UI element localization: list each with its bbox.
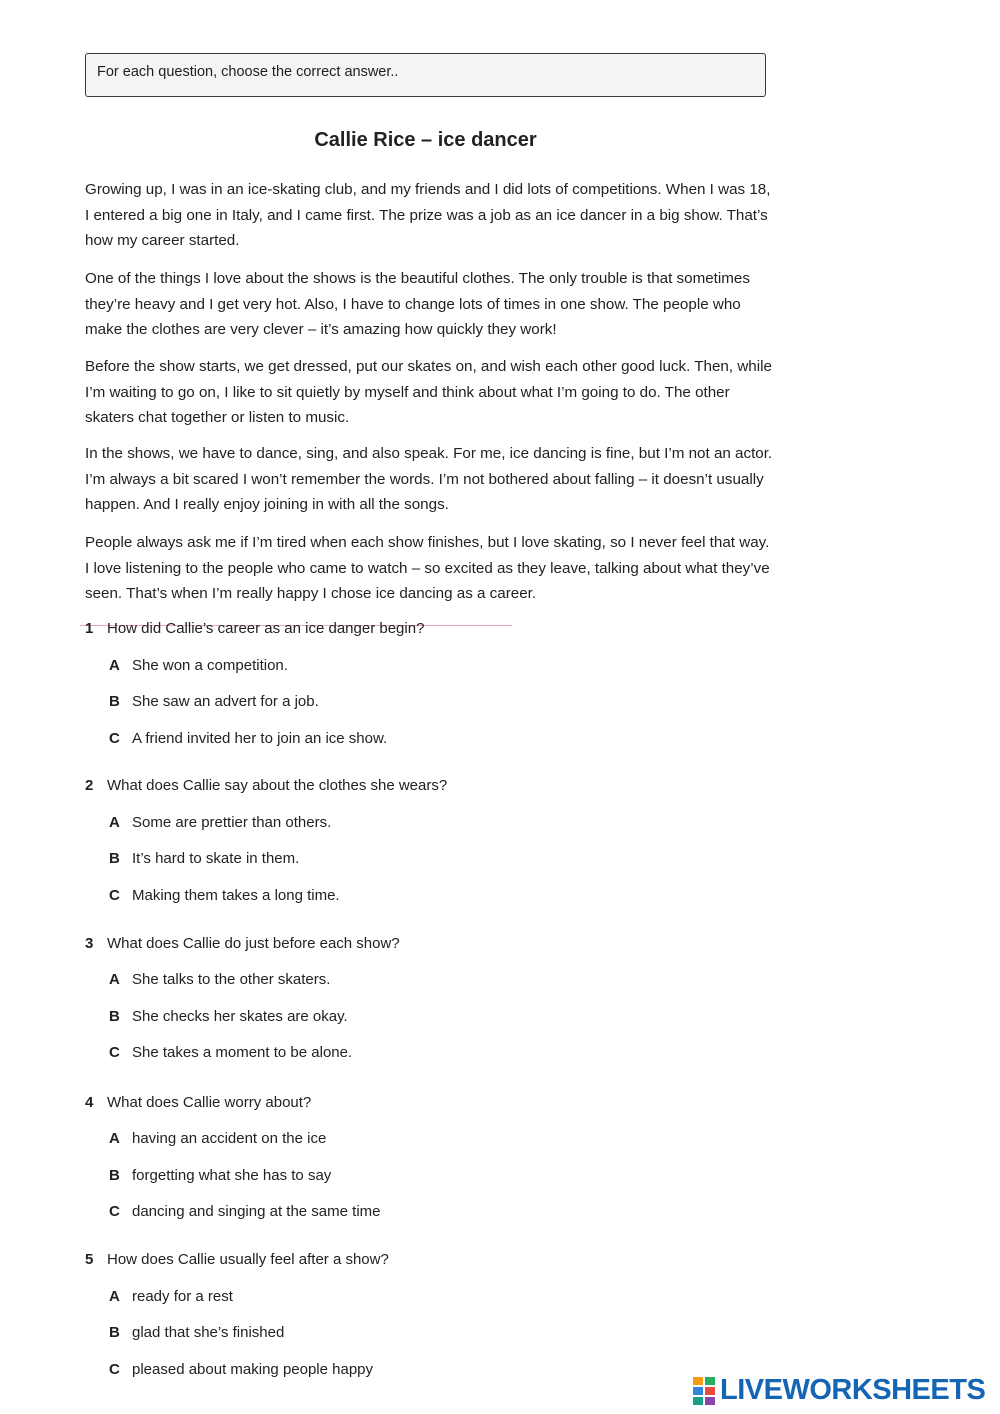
question-3: [85, 935, 400, 952]
question-5: [85, 1251, 389, 1268]
question-5-option-a[interactable]: [109, 1288, 233, 1305]
option-text: It’s hard to skate in them.: [132, 850, 300, 867]
option-letter: A: [109, 1130, 120, 1147]
option-letter: A: [109, 971, 120, 988]
option-text: She takes a moment to be alone.: [132, 1044, 353, 1061]
question-text: What does Callie worry about?: [107, 1094, 312, 1111]
question-2-option-b[interactable]: [109, 850, 299, 867]
option-text: ready for a rest: [132, 1288, 233, 1305]
option-text: Making them takes a long time.: [132, 887, 340, 904]
question-3-option-a[interactable]: [109, 971, 330, 988]
option-text: She saw an advert for a job.: [132, 693, 319, 710]
option-letter: A: [109, 1288, 120, 1305]
option-letter: B: [109, 1167, 120, 1184]
option-text: dancing and singing at the same time: [132, 1203, 381, 1220]
question-2-option-a[interactable]: [109, 814, 331, 831]
question-text: What does Callie do just before each show?: [107, 935, 400, 952]
question-2: [85, 777, 447, 794]
article-paragraph: One of the things I love about the shows is the beautiful clothes. The only trouble is that sometimes they’re heavy and I get very hot. Also, I have to change lots of times in one show. The people who make the clothes are very clever – it’s amazing how quickly they work!: [85, 270, 750, 338]
option-letter: C: [109, 887, 120, 904]
option-letter: B: [109, 1008, 120, 1025]
logo-text: LIVEWORKSHEETS: [720, 1374, 986, 1406]
question-number: 5: [85, 1251, 94, 1268]
question-5-option-b[interactable]: [109, 1324, 284, 1341]
option-letter: C: [109, 1044, 120, 1061]
option-text: She won a competition.: [132, 657, 288, 674]
question-text: How did Callie’s career as an ice danger begin?: [107, 620, 425, 637]
logo-mark-icon: [693, 1377, 717, 1405]
option-text: having an accident on the ice: [132, 1130, 327, 1147]
question-number: 4: [85, 1094, 94, 1111]
article-paragraph: People always ask me if I’m tired when each show finishes, but I love skating, so I never feel that way. I love listening to the people who came to watch – so excited as they leave, talking about what they’ve seen. That’s when I’m really happy I chose ice dancing as a career.: [85, 534, 770, 602]
option-text: She checks her skates are okay.: [132, 1008, 348, 1025]
option-letter: C: [109, 1203, 120, 1220]
question-1-option-a[interactable]: [109, 657, 288, 674]
question-number: 1: [85, 620, 94, 637]
option-text: Some are prettier than others.: [132, 814, 332, 831]
question-4-option-c[interactable]: [109, 1203, 381, 1220]
question-1-option-b[interactable]: [109, 693, 319, 710]
option-text: forgetting what she has to say: [132, 1167, 332, 1184]
option-text: glad that she’s finished: [132, 1324, 285, 1341]
option-letter: A: [109, 657, 120, 674]
instruction-box: [85, 53, 766, 97]
option-text: A friend invited her to join an ice show.: [132, 730, 388, 747]
article-paragraph: Before the show starts, we get dressed, put our skates on, and wish each other good luck. Then, while I’m waiting to go on, I like to sit quietly by myself and think about what I’m going to do. The other skaters chat together or listen to music.: [85, 358, 772, 426]
question-2-option-c[interactable]: [109, 887, 340, 904]
question-1-option-c[interactable]: [109, 730, 387, 747]
question-3-option-c[interactable]: [109, 1044, 352, 1061]
option-text: She talks to the other skaters.: [132, 971, 331, 988]
option-letter: C: [109, 1361, 120, 1378]
article-paragraph: Growing up, I was in an ice-skating club, and my friends and I did lots of competitions. When I was 18, I entered a big one in Italy, and I came first. The prize was a job as an ice dancer in a big show. That’s how my career started.: [85, 181, 771, 249]
question-5-option-c[interactable]: [109, 1361, 373, 1378]
question-3-option-b[interactable]: [109, 1008, 348, 1025]
article-paragraph: In the shows, we have to dance, sing, and also speak. For me, ice dancing is fine, but I’m not an actor. I’m always a bit scared I won’t remember the words. I’m not bothered about falling – it doesn’t usually happen. And I really enjoy joining in with all the songs.: [85, 445, 773, 513]
instruction-text: For each question, choose the correct answer..: [97, 64, 399, 80]
option-letter: B: [109, 1324, 120, 1341]
option-text: pleased about making people happy: [132, 1361, 374, 1378]
option-letter: B: [109, 850, 120, 867]
option-letter: C: [109, 730, 120, 747]
question-4-option-a[interactable]: [109, 1130, 326, 1147]
option-letter: A: [109, 814, 120, 831]
article-title: Callie Rice – ice dancer: [314, 129, 537, 151]
question-text: How does Callie usually feel after a show?: [107, 1251, 389, 1268]
question-number: 2: [85, 777, 94, 794]
option-letter: B: [109, 693, 120, 710]
liveworksheets-logo: [693, 1374, 985, 1407]
question-1: [85, 620, 424, 637]
question-4: [85, 1094, 311, 1111]
question-number: 3: [85, 935, 94, 952]
question-4-option-b[interactable]: [109, 1167, 331, 1184]
question-text: What does Callie say about the clothes she wears?: [107, 777, 448, 794]
